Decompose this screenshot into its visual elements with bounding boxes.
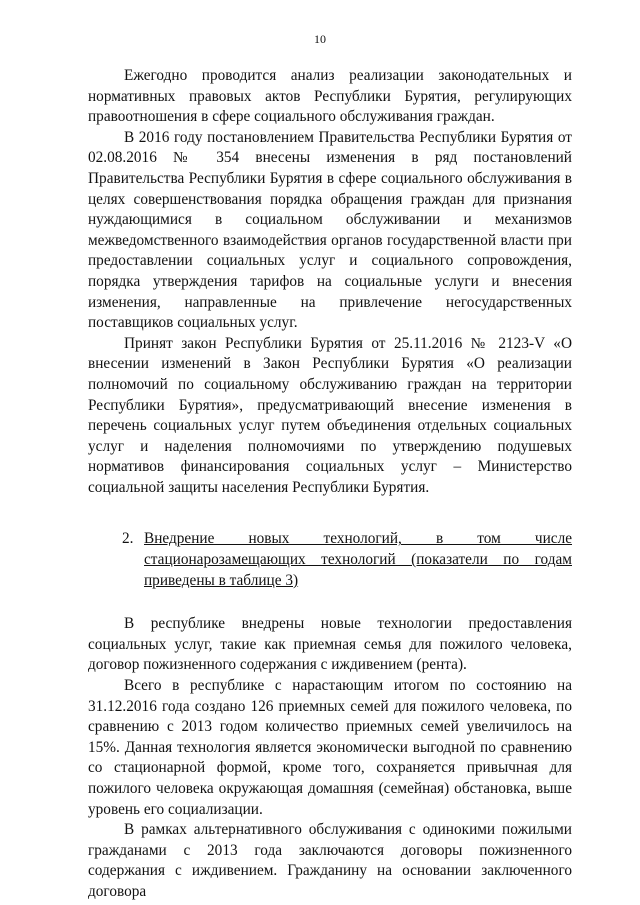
section-heading xyxy=(122,529,572,591)
paragraph-foster-families: Всего в республике с нарастающим итогом по состоянию на 31.12.2016 года создано 126 приемных семей для пожилого человека, по сравнению с 2013 годом количество приемных семей увеличилось на 15%. Данная технология является экономически выгодной по сравнению со стационарной формой, кроме того, сохраняется привычная для пожилого человека окружающая домашняя (семейная) обстановка, выше уровень его социализации. xyxy=(88,677,572,818)
document-body xyxy=(88,66,572,903)
section-number: 2. xyxy=(122,530,134,548)
paragraph-government-decree: В 2016 году постановлением Правительства Республики Бурятия от 02.08.2016 № 354 внесены изменения в ряд постановлений Правительства Республики Бурятия в сфере социального обслуживания в целях совершенствования порядка обращения граждан для признания нуждающимися в социальном обслуживании и механизмов межведомственного взаимодействия органов государственной власти при предоставлении социальных услуг и социального сопровождения, порядка утверждения тарифов на социальные услуги и внесения изменения, направленные на привлечение негосударственных поставщиков социальных услуг. xyxy=(88,128,572,332)
spacer xyxy=(88,591,572,614)
page-number: 10 xyxy=(314,32,326,46)
paragraph-alternative-service: В рамках альтернативного обслуживания с одинокими пожилыми гражданами с 2013 года заключаются договоры пожизненного содержания с иждивением. Гражданину на основании заключенного договора xyxy=(88,821,572,900)
paragraph-law-adopted: Принят закон Республики Бурятия от 25.11.2016 № 2123-V «О внесении изменений в Закон Республики Бурятия «О реализации полномочий по социальному обслуживанию граждан на территории Республики Бурятия», предусматривающий внесение изменения в перечень социальных услуг путем объединения отдельных социальных услуг и наделения полномочиями по утверждению подушевых нормативов финансирования социальных услуг – Министерство социальной защиты населения Республики Бурятия. xyxy=(88,334,572,496)
spacer xyxy=(88,498,572,529)
paragraph-legal-analysis: Ежегодно проводится анализ реализации законодательных и нормативных правовых актов Республики Бурятия, регулирующих правоотношения в сфере социального обслуживания граждан. xyxy=(88,67,572,126)
section-title: Внедрение новых технологий, в том числе стационарозамещающих технологий (показатели по годам приведены в таблице 3) xyxy=(144,530,572,589)
paragraph-new-technologies: В республике внедрены новые технологии предоставления социальных услуг, такие как приемная семья для пожилого человека, договор пожизненного содержания с иждивением (рента). xyxy=(88,615,572,674)
